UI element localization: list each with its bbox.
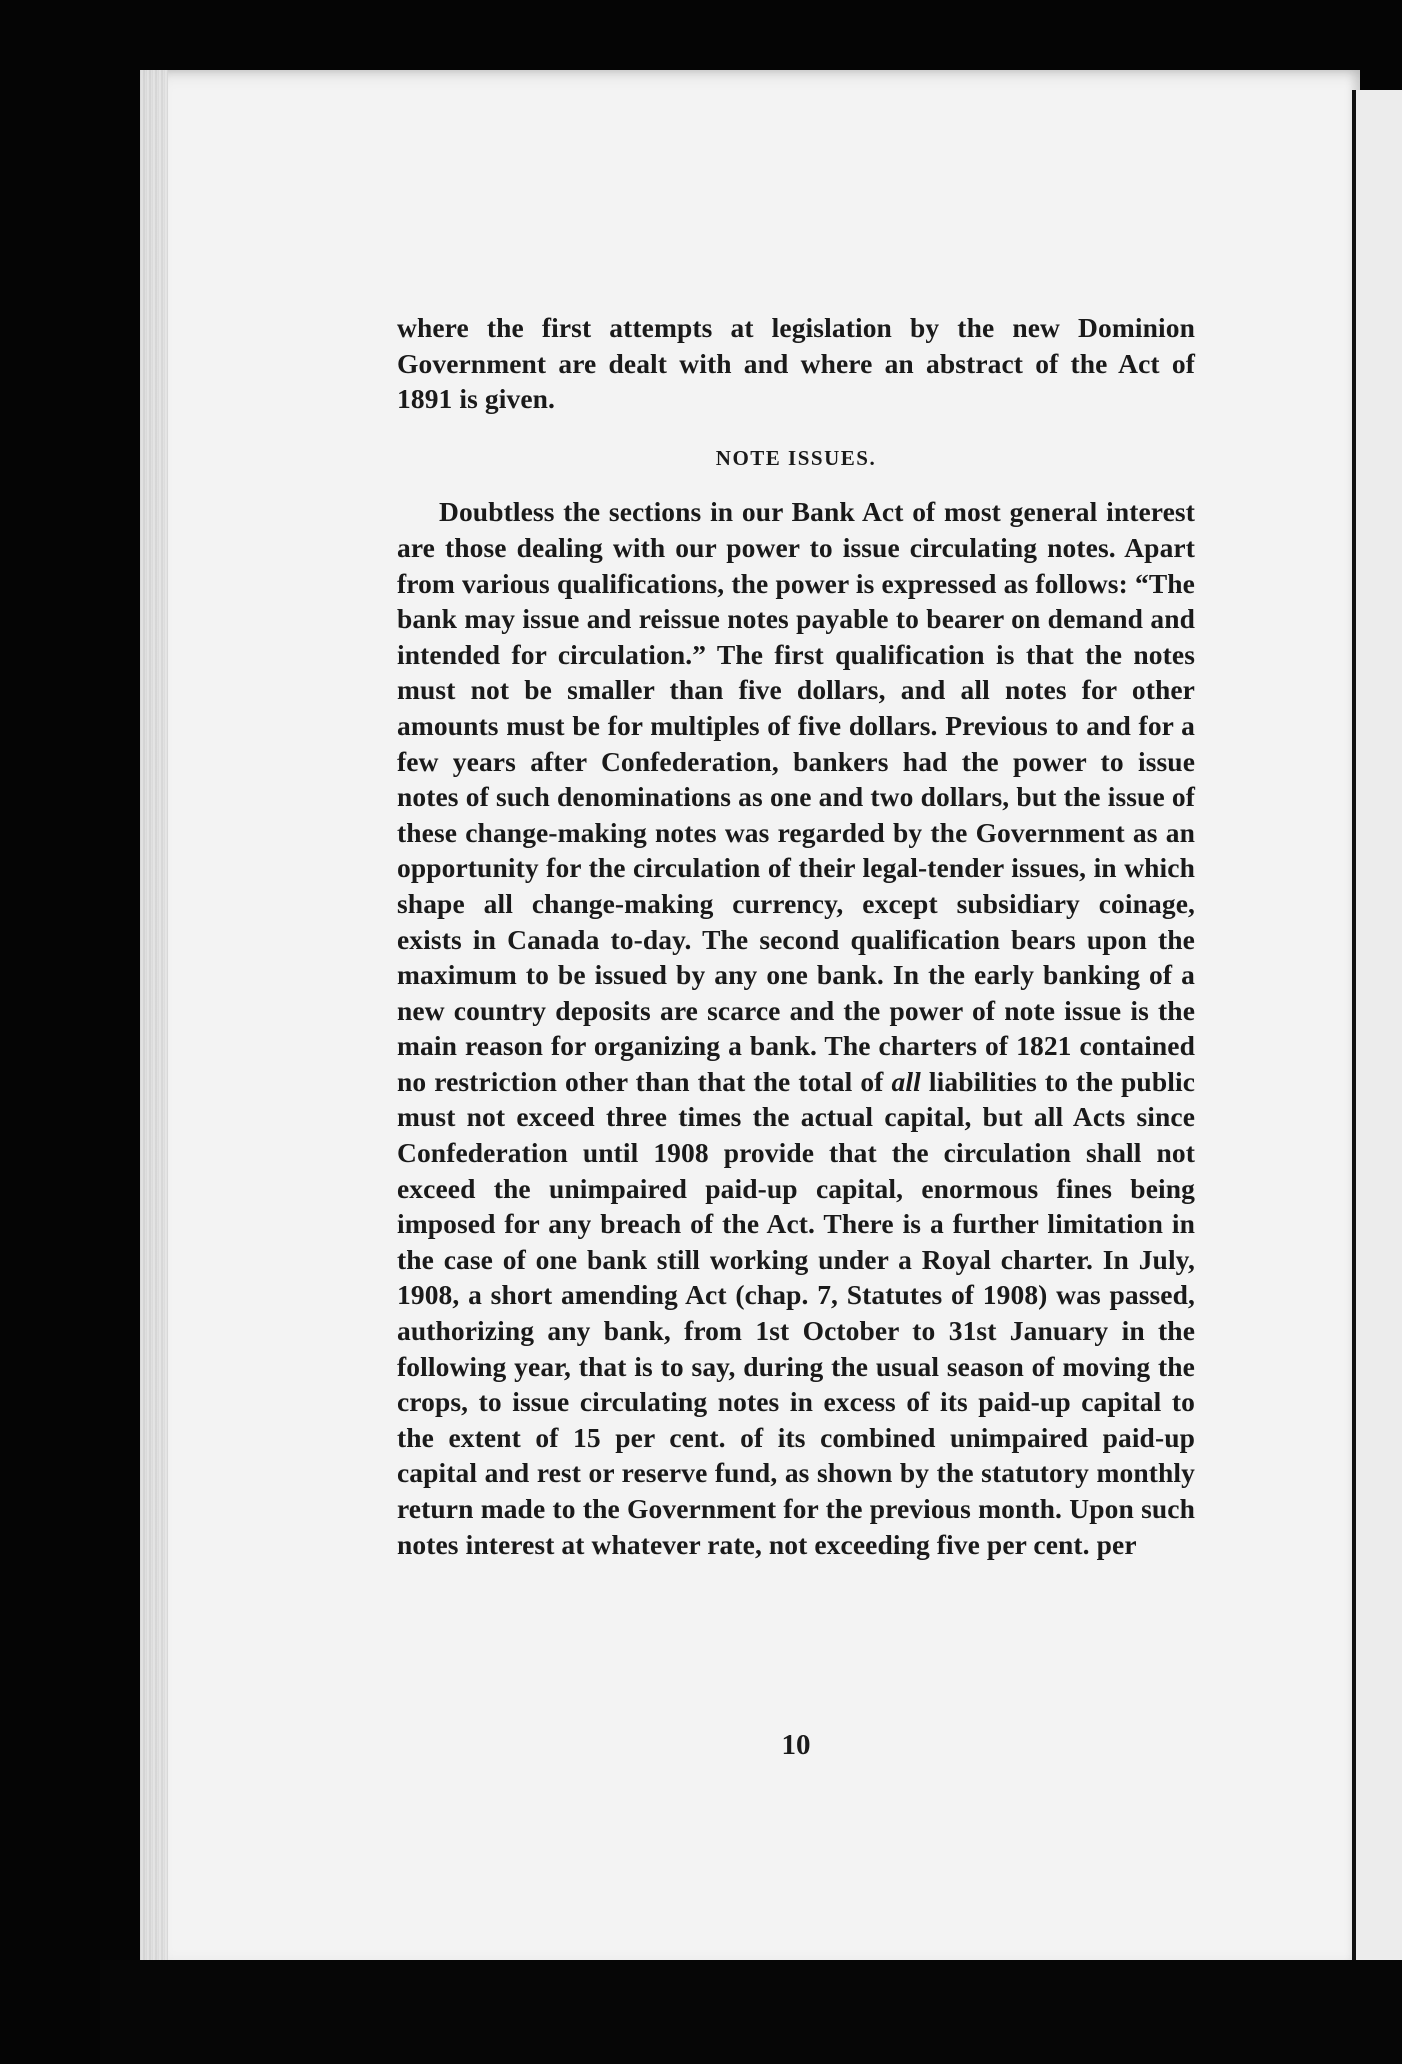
main-paragraph-part-1: Doubtless the sections in our Bank Act of most general interest are those dealing with our power to issue circulating notes. Apart from various qualifications, the power is expressed as follows: “The bank may issue and reissue notes payable to bearer on demand and intended for circulation.” The first qualification is that the notes must not be smaller than five dollars, and all notes for other amounts must be for multiples of five dollars. Previous to and for a few years after Confederation, bankers had the power to issue notes of such denominations as one and two dollars, but the issue of these change-making notes was regarded by the Government as an opportunity for the circulation of their legal-tender issues, in which shape all change-making currency, except subsidiary coinage, exists in Canada to-day. The second qualification bears upon the maximum to be issued by any one bank. In the early banking of a new country deposits are scarce and the power of note issue is the main reason for organizing a bank. The charters of 1821 contained no restriction other than that the total of (397, 496, 1195, 1097)
adjacent-page-edge (1352, 90, 1402, 1960)
main-paragraph-part-2: liabilities to the public must not exceed three times the actual capital, but all Acts since Confederation until 1908 provide that the circulation shall not exceed the unimpaired paid-up capital, enormous fines being imposed for any breach of the Act. There is a further limitation in the case of one bank still working under a Royal charter. In July, 1908, a short amending Act (chap. 7, Statutes of 1908) was passed, authorizing any bank, from 1st October to 31st January in the following year, that is to say, during the usual season of moving the crops, to issue circulating notes in excess of its paid-up capital to the extent of 15 per cent. of its combined unimpaired paid-up capital and rest or reserve fund, as shown by the statutory monthly return made to the Government for the previous month. Upon such notes interest at whatever rate, not exceeding five per cent. per (397, 1065, 1196, 1560)
section-heading: NOTE ISSUES. (715, 445, 877, 470)
page-binding-edge (140, 70, 168, 1970)
bottom-margin (100, 1960, 1402, 2064)
body-text (397, 310, 1195, 1562)
page-number: 10 (781, 1729, 811, 1761)
italic-emphasis: all (891, 1065, 921, 1097)
opening-paragraph: where the first attempts at legislation by the new Dominion Government are dealt with and where an abstract of the Act of 1891 is given. (397, 312, 1195, 415)
main-paragraph (397, 494, 1195, 1562)
